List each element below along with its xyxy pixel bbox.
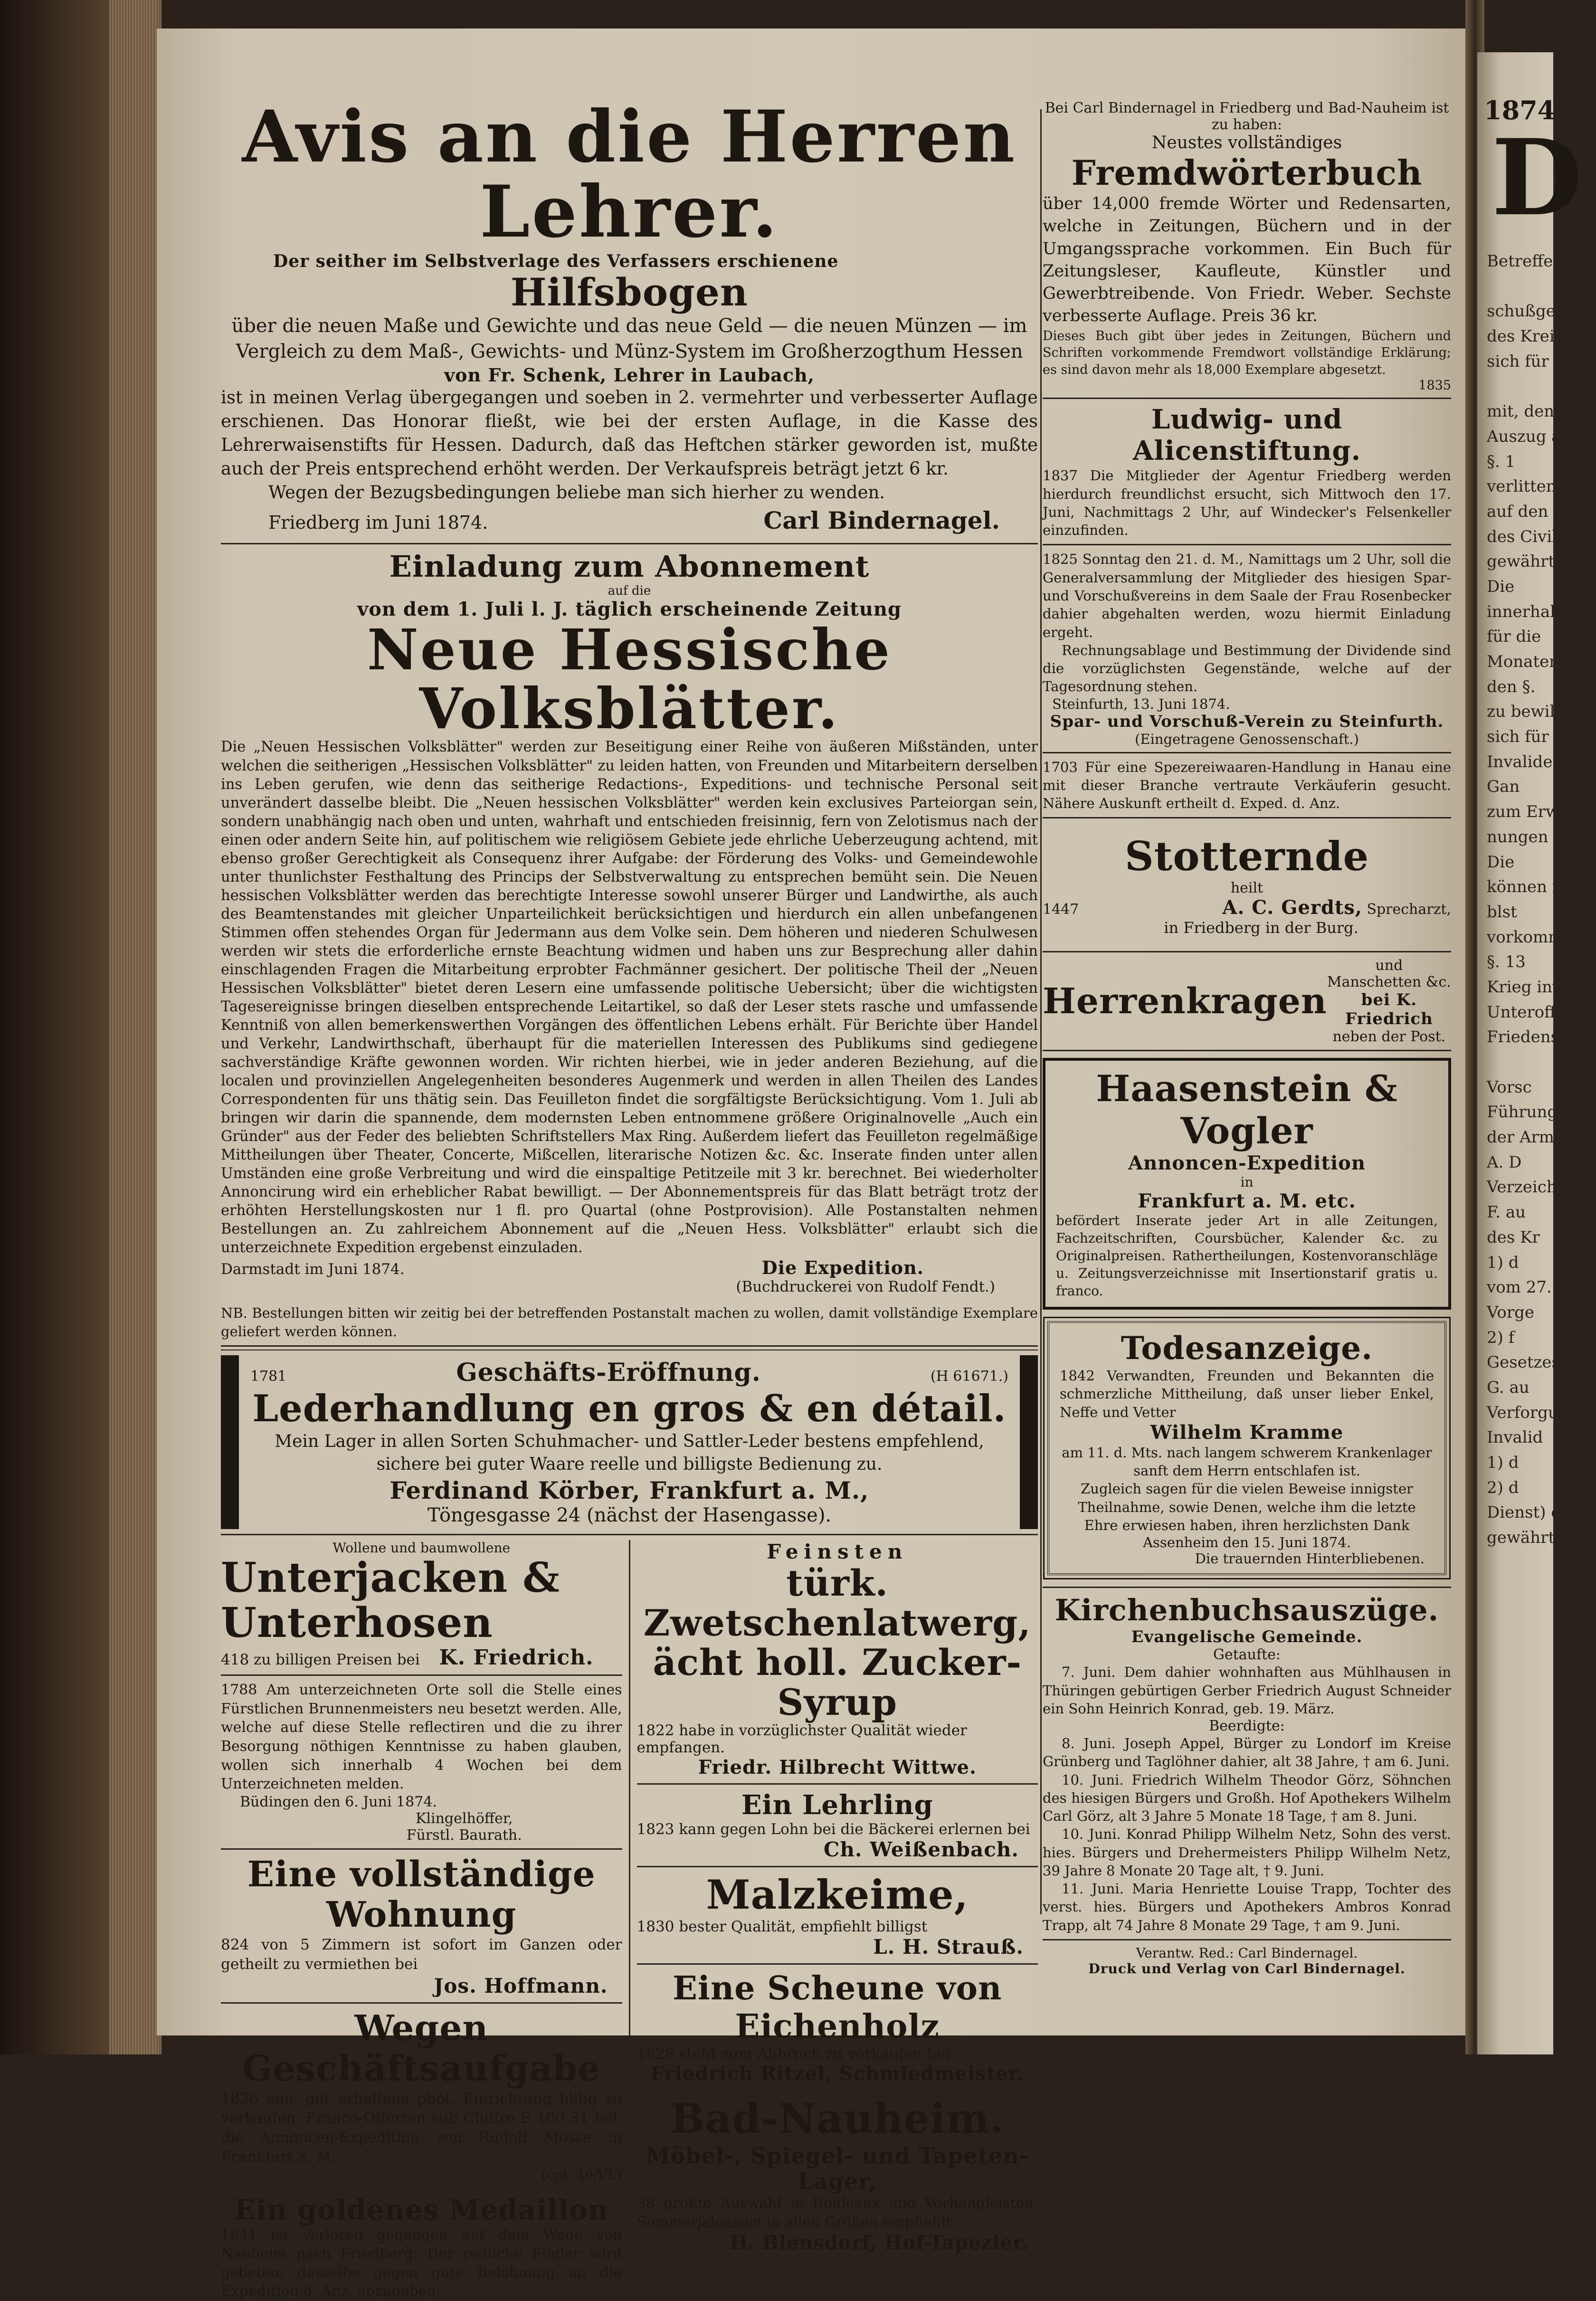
facing-page-line: 2) f	[1487, 1328, 1515, 1347]
stotternde-num: 1447	[1043, 901, 1079, 918]
facing-page-line	[1487, 1050, 1553, 1075]
facing-page-line: schußgebote	[1487, 302, 1592, 321]
kirchen-b4: 11. Juni. Maria Henriette Louise Trapp, Tochter des verst. hies. Bürgers und Apothekers Ambros Konrad Trapp, alt 74 Jahre 8 Monate 29 Tage, † am 9. Juni.	[1043, 1881, 1451, 1933]
volksblaetter-title: Neue Hessische Volksblätter.	[367, 616, 892, 742]
facing-page-line: verlittene D	[1487, 477, 1584, 496]
facing-page-line: Die	[1487, 852, 1515, 872]
facing-page-line: sich für den	[1487, 352, 1585, 371]
brunnen-num: 1788	[221, 1682, 257, 1699]
facing-page-line: §. 13	[1487, 952, 1526, 972]
haasenstein-title: Haasenstein & Vogler	[1096, 1067, 1398, 1152]
leder-name: Ferdinand Körber, Frankfurt a. M.,	[390, 1476, 869, 1505]
ad-lehrer-signature: Carl Bindernagel.	[763, 506, 1000, 534]
scheune-num: 1828	[636, 2045, 674, 2063]
volksblaetter-nb: NB. Bestellungen bitten wir zeitig bei der betreffenden Postanstalt machen zu wollen, damit vollständige Exemplare geliefert werden können.	[221, 1305, 1038, 1340]
spezerei-text: Für eine Spezereiwaaren-Handlung in Hanau eine mit dieser Branche vertraute Verkäuferin gesucht. Nähere Auskunft ertheilt d. Exped. d. Anz.	[1043, 759, 1452, 812]
unterjacken-title: Unterjacken & Unterhosen	[221, 1554, 560, 1647]
leder-title: Lederhandlung en gros & en détail.	[252, 1387, 1007, 1430]
kirchen-beerdigte: Beerdigte:	[1209, 1718, 1285, 1735]
herrenkragen-title: Herrenkragen	[1043, 980, 1327, 1022]
sparverein-text2: Rechnungsablage und Bestimmung der Dividende sind die vorzüglichsten Gegenstände, welche auf der Tagesordnung stehen.	[1043, 642, 1451, 695]
ludwig-num: 1837	[1043, 467, 1078, 484]
haasenstein-in: in	[1240, 1174, 1254, 1190]
stotternde-name: A. C. Gerdts,	[1222, 896, 1362, 919]
volksblaetter-sub: von dem 1. Juli l. J. täglich erscheinende Zeitung	[357, 598, 902, 620]
ad-haasenstein	[1043, 1058, 1451, 1310]
black-bar-right	[1020, 1355, 1038, 1529]
ad-volksblaetter	[221, 549, 1038, 1341]
zwetschen-text: habe in vorzüglichster Qualität wieder empfangen.	[636, 1722, 967, 1757]
todes-name: Wilhelm Kramme	[1150, 1421, 1344, 1444]
todes-num: 1842	[1060, 1368, 1095, 1384]
ad-herrenkragen	[1043, 957, 1451, 1045]
leder-num: 1781	[250, 1368, 287, 1385]
facing-page-line: für die	[1487, 627, 1541, 647]
haasenstein-sub: Annoncen-Expedition	[1128, 1152, 1366, 1175]
facing-page-line: A. D	[1487, 1152, 1522, 1172]
facing-page-line: vom 27. J	[1487, 1278, 1564, 1297]
volksblaetter-auf-die: auf die	[608, 583, 651, 598]
facing-page-line: des Civilb	[1487, 527, 1568, 546]
ad-sparverein	[1043, 550, 1451, 747]
geschaeft-title: Wegen Geschäftsaufgabe	[242, 2007, 601, 2089]
stotternde-place: in Friedberg in der Burg.	[1164, 919, 1358, 937]
leder-code: (H 61671.)	[930, 1368, 1008, 1385]
facing-page-line: innerhalb	[1487, 602, 1566, 621]
todes-text3: Zugleich sagen für die vielen Beweise innigster Theilnahme, sowie Denen, welche ihm die letzte Ehre erwiesen haben, ihren herzlichsten Dank	[1078, 1481, 1416, 1533]
fremdwort-small: Dieses Buch gibt über jedes in Zeitungen, Büchern und Schriften vorkommende Fremdwort vollständige Erklärung; es sind davon mehr als 18,000 Exemplare abgesetzt.	[1043, 328, 1451, 377]
fremdwort-title: Fremdwörterbuch	[1071, 152, 1423, 193]
kirchen-t1: 7. Juni. Dem dahier wohnhaften aus Mühlhausen in Thüringen gebürtigen Gerber Friedrich August Schneider ein Sohn Heinrich Konrad, geb. 19. März.	[1043, 1664, 1451, 1717]
leder-heading: Geschäfts-Eröffnung.	[456, 1358, 761, 1387]
facing-page-line: Verzeichnis	[1487, 1178, 1581, 1197]
ad-medaillon	[221, 2194, 622, 2301]
facing-page-line: Krieg inval	[1487, 977, 1577, 997]
ad-lehrer-hilfsbogen: Hilfsbogen	[510, 270, 749, 314]
volksblaetter-heading: Einladung zum Abonnement	[389, 549, 870, 584]
ad-wohnung	[221, 1854, 622, 1997]
ad-unterjacken	[221, 1540, 622, 1670]
brunnen-text: Am unterzeichneten Orte soll die Stelle eines Fürstlichen Brunnenmeisters neu besetzt werden. Alle, welche auf diese Stelle reflectiren und die zu ihrer Besorgung nöthigen Kenntnisse zu haben glauben, wollen sich innerhalb 4 Wochen bei dem Unterzeichneten melden.	[221, 1682, 622, 1793]
unterjacken-text: zu billigen Preisen bei	[254, 1651, 420, 1669]
facing-page-line: sich für	[1487, 727, 1549, 747]
column-rule	[1040, 109, 1042, 1914]
ad-brunnenmeister	[221, 1681, 622, 1844]
todes-sig: Die trauernden Hinterbliebenen.	[1195, 1550, 1425, 1567]
fremdwort-text: über 14,000 fremde Wörter und Redensarten, welche in Zeitungen, Büchern und in der Umgangssprache vorkommen. Ein Buch für Zeitungsleser, Kaufleute, Künstler und Gewerbtreibende. Von Friedr. Weber. Sechste verbesserte Auflage. Preis 36 kr.	[1043, 194, 1451, 326]
lehrling-title: Ein Lehrling	[741, 1789, 933, 1821]
facing-page-line	[1487, 374, 1553, 399]
facing-page-line: Vorge	[1487, 1303, 1535, 1322]
imprint	[1043, 1945, 1451, 1977]
ludwig-title: Ludwig- und Alicenstiftung.	[1132, 404, 1361, 467]
ad-kirchenbuch	[1043, 1593, 1451, 1934]
herrenkragen-text3: neben der Post.	[1332, 1028, 1446, 1046]
facing-page-line: blst	[1487, 902, 1517, 922]
facing-page-line: zu bewillig	[1487, 702, 1576, 722]
ad-lehrer	[221, 95, 1038, 534]
brunnen-sig1: Klingelhöffer,	[415, 1810, 513, 1827]
leder-address: Töngesgasse 24 (nächst der Hasengasse).	[427, 1504, 832, 1527]
wohnung-title: Eine vollständige Wohnung	[247, 1854, 596, 1935]
ad-geschaeftsaufgabe	[221, 2008, 622, 2183]
scheune-title: Eine Scheune von Eichenholz	[673, 1969, 1002, 2046]
medaillon-title: Ein goldenes Medaillon	[234, 2193, 608, 2226]
facing-page-line: vorkommen	[1487, 927, 1584, 947]
facing-page-line: 2) d	[1487, 1478, 1519, 1497]
brunnen-place-date: Büdingen den 6. Juni 1874.	[240, 1793, 437, 1810]
ludwig-text: Die Mitglieder der Agentur Friedberg werden hierdurch freundlichst ersucht, sich Mittwoch den 17. Juni, Nachmittags 2 Uhr, auf Windecker's Felsenkeller einzufinden.	[1043, 467, 1451, 539]
facing-page	[1477, 52, 1596, 2054]
nauheim-title: Bad-Nauheim.	[670, 2095, 1005, 2143]
spezerei-num: 1703	[1043, 759, 1078, 775]
wohnung-num: 824	[221, 1936, 249, 1953]
ad-nauheim	[637, 2096, 1038, 2254]
facing-page-initial: D	[1492, 116, 1582, 239]
facing-page-line: Auszug au	[1487, 427, 1572, 446]
fremdwort-num: 1835	[1418, 378, 1451, 393]
ad-spezerei	[1043, 758, 1451, 813]
leder-text: Mein Lager in allen Sorten Schuhmacher- und Sattler-Leder bestens empfehlend, sichere bei guter Waare reelle und billigste Bedienung zu.	[275, 1431, 984, 1474]
todes-text1: Verwandten, Freunden und Bekannten die schmerzliche Mittheilung, daß unser lieber Enkel, Neffe und Vetter	[1060, 1368, 1434, 1420]
scheune-sig: Friedrich Ritzel, Schmiedmeister.	[650, 2063, 1024, 2085]
zwetschen-sig: Friedr. Hilbrecht Wittwe.	[698, 1756, 977, 1779]
sparverein-sig2: (Eingetragene Genossenschaft.)	[1135, 731, 1359, 747]
nauheim-sig: H. Blensdorf, Hof-Tapezier.	[730, 2232, 1028, 2254]
facing-page-line: den §.	[1487, 677, 1536, 696]
malz-sig: L. H. Strauß.	[873, 1935, 1024, 1959]
kirchen-b2: 10. Juni. Friedrich Wilhelm Theodor Görz, Söhnchen des hiesigen Bürgers und Großh. Hof Apothekers Wilhelm Carl Görz, alt 3 Jahre 5 Monate 18 Tage, † am 8. Juni.	[1043, 1771, 1451, 1825]
footer-line1: Verantw. Red.: Carl Bindernagel.	[1136, 1945, 1358, 1961]
unterjacken-num: 418	[221, 1651, 249, 1669]
ad-lehrer-text: ist in meinen Verlag übergegangen und soeben in 2. vermehrter und verbesserter Auflage erschienen. Das Honorar fließt, wie bei der ersten Auflage, in die Kasse des Lehrerwaisenstifts für Hessen. Dadurch, daß das Heftchen stärker geworden ist, mußte auch der Preis entsprechend erhöht werden. Der Verkaufspreis beträgt jetzt 6 kr.	[221, 387, 1038, 479]
ad-ludwig	[1043, 404, 1451, 539]
facing-page-line: Invalid	[1487, 1428, 1543, 1447]
facing-page-line: können mi	[1487, 877, 1573, 897]
right-column	[1043, 100, 1451, 1977]
facing-page-line: F. au	[1487, 1203, 1526, 1222]
kirchen-sub: Evangelische Gemeinde.	[1131, 1627, 1363, 1647]
lehrling-sig: Ch. Weißenbach.	[823, 1838, 1019, 1862]
facing-page-line: des Kr	[1487, 1227, 1540, 1247]
todes-text2: am 11. d. Mts. nach langem schwerem Krankenlager sanft dem Herrn entschlafen ist.	[1062, 1444, 1432, 1479]
facing-page-line: Betreffe	[1487, 252, 1553, 271]
ad-scheune	[637, 1969, 1038, 2085]
facing-page-line: zum Erwer	[1487, 802, 1577, 822]
unterjacken-pre: Wollene und baumwollene	[332, 1540, 511, 1556]
facing-page-year: 1874	[1484, 95, 1556, 125]
volksblaetter-body: Die „Neuen Hessischen Volksblätter" werden zur Beseitigung einer Reihe von äußeren Mißständen, unter welchen die seitherigen „Hessischen Volksblätter" zu leiden hatten, von Freunden und Mitarbeitern derselben ins Leben gerufen, wie denn das seitherige Redactions-, Expeditions- und technische Personal seit unverändert dasselbe bleibt. Die „Neuen hessischen Volksblätter" werden kein exclusives Parteiorgan sein, sondern unabhängig nach oben und unten, wahrhaft und entschieden freisinnig, fern von Zelotismus nach der einen oder andern Seite hin, auf politischem wie religiösem Gebiete jede ehrliche Ueberzeugung achtend, mit ebenso großer Gerechtigkeit als Consequenz ihrer Aufgabe: der Förderung des Volks- und Gemeindewohle unter thunlichster Festhaltung des Princips der Selbstverwaltung zu entsprechen bemüht sein. Die Neuen hessischen Volksblätter werden das berechtigte Interesse sowohl unserer Bürger und Landwirthe, als auch des Beamtenstandes mit gleicher Unparteilichkeit berücksichtigen und hierdurch ein allen unbefangenen Stimmen offen stehendes Organ für Jedermann aus dem Volke sein. Dem höheren und niederen Schulwesen werden wir stets die erforderliche ernste Beachtung widmen und haben uns zur Besprechung aller dahin einschlagenden Fragen die Mitarbeitung erprobter Fachmänner gesichert. Der politische Theil der „Neuen Hessischen Volksblätter" bietet deren Lesern eine umfassende politische Uebersicht; über die wichtigsten Tagesereignisse bringen dieselben entsprechende Leitartikel, so daß der Leser stets rasche und umfassende Kenntniß von allen bemerkenswerthen Vorgängen des öffentlichen Lebens erhält. Für Berichte über Handel und Verkehr, Landwirthschaft, überhaupt für die materiellen Interessen des Publikums sind gediegene sachverständige Kräfte gewonnen worden. Wir richten hierbei, wie in jeder anderen Beziehung, auf die localen und provinziellen Angelegenheiten besonderes Augenmerk und werden in allen Theilen des Landes Correspondenten für uns thätig sein. Das Feuilleton findet die sorgfältigste Berücksichtigung. Vom 1. Juli ab bringen wir darin die spannende, dem modernsten Leben entnommene größere Originalnovelle „Auch ein Gründer" aus der Feder des beliebten Schriftstellers Max Ring. Außerdem liefert das Feuilleton regelmäßige Mittheilungen über Theater, Concerte, Mißcellen, literarische Notizen &c. &c. Inserate finden unter allen Umständen eine große Verbreitung und wird die einspaltige Petitzeile mit 3 kr. berechnet. Bei wiederholter Annoncirung wird ein erheblicher Rabat bewilligt. — Der Abonnementspreis für das Blatt beträgt trotz der erhöhten Herstellungskosten nur 1 fl. pro Quartal (ohne Postprovision). Alle Postanstalten nehmen Bestellungen an. Zu zahlreichem Abonnement auf die „Neuen Hess. Volksblätter" erlaubt sich die unterzeichnete Expedition ergebenst einzuladen.	[221, 739, 1038, 1256]
brunnen-sig2: Fürstl. Baurath.	[406, 1826, 522, 1844]
facing-page-line: auf den G	[1487, 502, 1567, 521]
facing-page-line: §. 1	[1487, 452, 1516, 471]
sparverein-num: 1825	[1043, 551, 1078, 568]
ad-fremdwoerterbuch	[1043, 100, 1451, 393]
nauheim-num: 38	[636, 2195, 655, 2212]
wohnung-text: von 5 Zimmern ist sofort im Ganzen oder getheilt zu vermiethen bei	[221, 1936, 622, 1973]
stotternde-role: Sprecharzt,	[1367, 901, 1451, 918]
kirchen-title: Kirchenbuchsauszüge.	[1054, 1593, 1439, 1628]
stotternde-heilt: heilt	[1230, 880, 1264, 897]
ad-lehrling	[637, 1789, 1038, 1861]
facing-page-line: Vorsc	[1487, 1077, 1532, 1097]
stotternde-title: Stotternde	[1124, 833, 1369, 880]
kirchen-b1: 8. Juni. Joseph Appel, Bürger zu Londorf im Kreise Grünberg und Taglöhner dahier, alt 38 Jahre, † am 6. Juni.	[1043, 1735, 1451, 1770]
facing-page-line: 1) d	[1487, 1453, 1519, 1472]
haasenstein-text: befördert Inserate jeder Art in alle Zeitungen, Fachzeitschriften, Coursbücher, Kalender &c. zu Originalpreisen. Rathertheilungen, Kostenvoranschläge u. Zeitungsverzeichnisse mit Insertionstarif gratis u. franco.	[1056, 1213, 1438, 1299]
sparverein-place-date: Steinfurth, 13. Juni 1874.	[1052, 695, 1230, 712]
zwetschen-pre: Feinsten	[767, 1540, 908, 1564]
zwetschen-title1: türk. Zwetschenlatwerg,	[643, 1562, 1031, 1644]
todes-place: Assenheim den 15. Juni 1874.	[1143, 1534, 1351, 1551]
facing-page-line: G. au	[1487, 1378, 1530, 1397]
ad-zwetschen	[637, 1540, 1038, 1778]
facing-page-line: mit, den be	[1487, 402, 1579, 421]
kirchen-getaufte: Getaufte:	[1213, 1646, 1281, 1664]
ad-lehrer-conditions: Wegen der Bezugsbedingungen beliebe man sich hierher zu wenden.	[268, 482, 885, 503]
facing-page-line: Führungsbeh	[1487, 1103, 1596, 1122]
facing-page-line	[1487, 274, 1553, 299]
zwetschen-num: 1822	[636, 1722, 674, 1740]
malz-num: 1830	[636, 1918, 674, 1936]
facing-page-text	[1477, 230, 1596, 1550]
facing-page-line: Friedensschl	[1487, 1027, 1592, 1047]
volksblaetter-signature: Die Expedition.	[761, 1257, 924, 1279]
ad-lehrer-place-date: Friedberg im Juni 1874.	[268, 512, 488, 533]
fremdwort-intro: Bei Carl Bindernagel in Friedberg und Bad-Nauheim ist zu haben:	[1045, 100, 1449, 133]
lehrling-num: 1823	[636, 1821, 674, 1838]
sparverein-text: Sonntag den 21. d. M., Namittags um 2 Uhr, soll die Generalversammlung der Mitglieder des hiesigen Spar- und Vorschußvereins in dem Saale der Frau Rosenbecker dahier abgehalten werden, wozu hiermit Einladung ergeht.	[1043, 551, 1452, 640]
zwetschen-title2: ächt holl. Zucker-Syrup	[653, 1641, 1022, 1723]
ad-lehrer-title: Avis an die Herren Lehrer.	[242, 95, 1017, 254]
facing-page-line: Gan	[1487, 777, 1520, 797]
black-bar-left	[221, 1355, 239, 1529]
kirchen-b3: 10. Juni. Konrad Philipp Wilhelm Netz, Sohn des verst. hies. Bürgers und Drehermeisters Philipp Wilhelm Netz, 39 Jahre 8 Monate 20 Tage alt, † 9. Juni.	[1043, 1826, 1451, 1879]
ad-stotternde	[1043, 823, 1451, 946]
facing-page-line: gewährt	[1487, 1528, 1555, 1548]
ad-lederhandlung	[221, 1355, 1038, 1529]
facing-page-line: nungen obl	[1487, 827, 1579, 846]
medaillon-text: ist verloren gegangen auf dem Wege von Nauheim nach Friedberg. Der redliche Finder wird gebeten, dasselbe gegen gute Belohnung an die Expedition d. Anz. abzugeben.	[221, 2226, 622, 2300]
scheune-text: steht zum Abbruch zu verkaufen bei	[679, 2045, 950, 2063]
unterjacken-sig: K. Friedrich.	[439, 1645, 594, 1670]
page-edges	[109, 0, 162, 2054]
facing-page-line: Die	[1487, 577, 1515, 596]
fremdwort-pre: Neustes vollständiges	[1151, 133, 1342, 152]
facing-page-line: des Kreisbl	[1487, 327, 1578, 346]
geschaeft-code: (cpt. 49/VI.)	[541, 2167, 622, 2183]
facing-page-line: Gesetzes ein	[1487, 1353, 1590, 1372]
ad-lehrer-author: von Fr. Schenk, Lehrer in Laubach,	[444, 364, 815, 386]
todes-title: Todesanzeige.	[1121, 1330, 1373, 1367]
herrenkragen-text1: und Manschetten &c.	[1327, 957, 1451, 991]
ad-lehrer-subtitle: über die neuen Maße und Gewichte und das neue Geld — die neuen Münzen — im Vergleich zu dem Maß-, Gewichts- und Münz-System im Großherzogthum Hessen	[231, 315, 1027, 362]
facing-page-line: Invaliden	[1487, 752, 1563, 771]
facing-page-line: gewährt (	[1487, 552, 1567, 571]
wohnung-sig: Jos. Hoffmann.	[434, 1974, 608, 1997]
facing-page-line: der Armee	[1487, 1128, 1574, 1147]
nauheim-text: größte Auswahl in Rouleaux und Vorhangleisten, Sommerjalousien in allen Größen empfiehlt	[636, 2195, 1038, 2231]
geschaeft-text: eine gut erhaltene phot. Einrichtung billig zu verkaufen. Franco-Offerten sub Chiffre E 100 31 bef. die Annoncen-Expedition von Rudolf Mosse in Frankfurt a. M.	[221, 2090, 622, 2166]
malz-text: bester Qualität, empfiehlt billigst	[679, 1918, 928, 1936]
haasenstein-place: Frankfurt a. M. etc.	[1138, 1190, 1356, 1213]
facing-page-line: 1) d	[1487, 1253, 1519, 1272]
ad-malzkeime	[637, 1872, 1038, 1959]
medaillon-num: 1841	[221, 2226, 257, 2244]
geschaeft-num: 1826	[221, 2090, 258, 2107]
ad-todesanzeige	[1047, 1321, 1446, 1575]
volksblaetter-place-date: Darmstadt im Juni 1874.	[221, 1261, 405, 1278]
sparverein-sig: Spar- und Vorschuß-Verein zu Steinfurth.	[1050, 712, 1444, 731]
footer-line2: Druck und Verlag von Carl Bindernagel.	[1088, 1960, 1406, 1977]
ad-lehrer-intro: Der seither im Selbstverlage des Verfassers erschienene	[273, 251, 839, 271]
facing-page-line: Monaten	[1487, 652, 1560, 671]
volksblaetter-printer: (Buchdruckerei von Rudolf Fendt.)	[736, 1278, 995, 1296]
left-column	[221, 95, 1038, 2301]
nauheim-sub: Möbel-, Spiegel- und Tapeten-Lager,	[646, 2142, 1029, 2194]
facing-page-line: Unteroffizi	[1487, 1002, 1575, 1022]
facing-page-line: Dienst) ob	[1487, 1503, 1571, 1522]
facing-page-line: Verforgung	[1487, 1403, 1579, 1422]
malz-title: Malzkeime,	[706, 1871, 969, 1919]
herrenkragen-text2: bei K. Friedrich	[1345, 990, 1433, 1029]
lehrling-text: kann gegen Lohn bei die Bäckerei erlernen bei	[679, 1821, 1030, 1838]
